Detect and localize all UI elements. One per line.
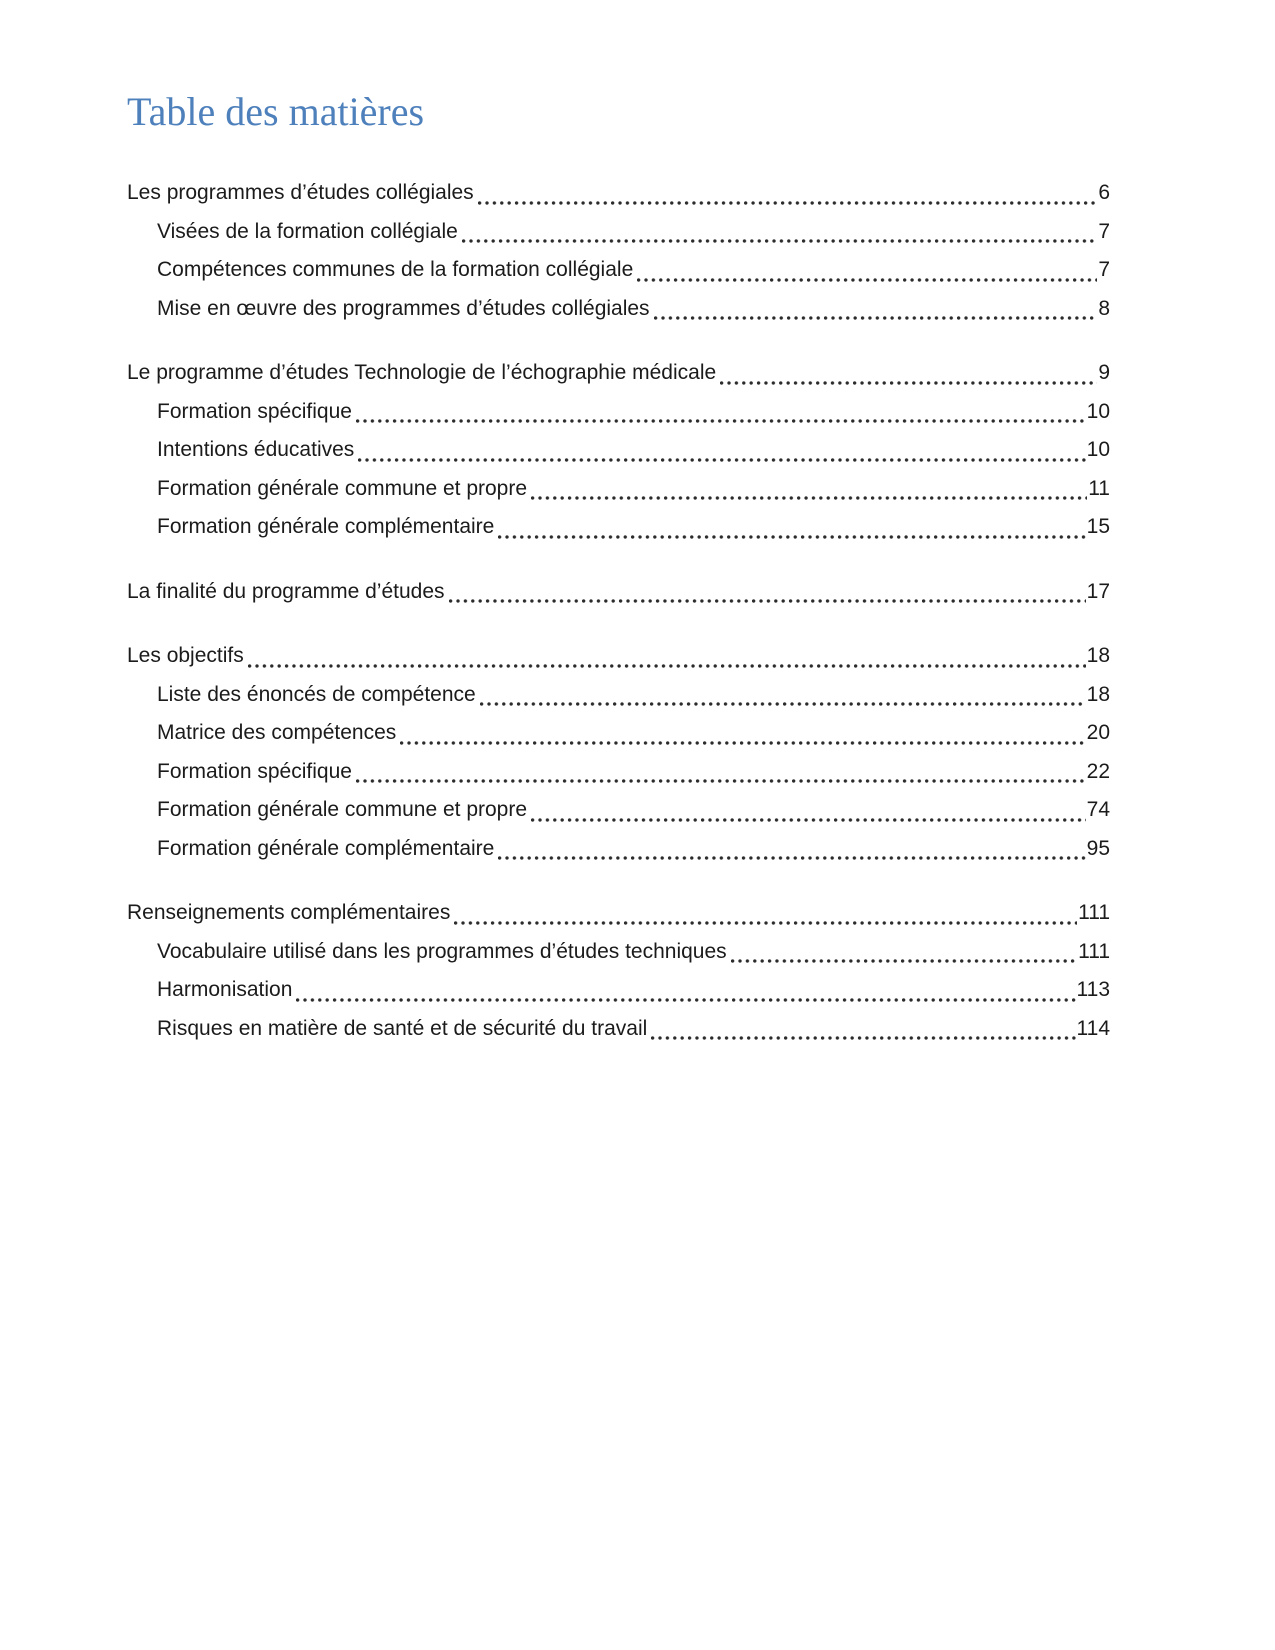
toc-entry-label: Les programmes d’études collégiales xyxy=(127,181,474,204)
toc-entry[interactable] xyxy=(127,213,1110,252)
dot-leader xyxy=(531,818,1086,822)
toc-page-number: 20 xyxy=(1086,721,1110,744)
toc-group-renseignements xyxy=(127,894,1110,1048)
toc-page-number: 111 xyxy=(1078,901,1110,924)
toc-group-objectifs xyxy=(127,637,1110,868)
dot-leader xyxy=(462,239,1098,243)
dot-leader xyxy=(356,419,1086,423)
toc-entry-label: Formation générale complémentaire xyxy=(157,836,495,860)
toc-page-number: 22 xyxy=(1086,759,1110,783)
toc-entry[interactable] xyxy=(127,431,1110,470)
toc-entry[interactable] xyxy=(127,933,1110,972)
toc-page-number: 114 xyxy=(1076,1016,1110,1040)
dot-leader xyxy=(296,998,1075,1002)
toc-page-number: 18 xyxy=(1086,644,1110,667)
dot-leader xyxy=(400,741,1085,745)
dot-leader xyxy=(498,535,1085,539)
toc-entry-label: Harmonisation xyxy=(157,978,293,1001)
toc-entry[interactable] xyxy=(127,470,1110,509)
dot-leader xyxy=(248,664,1086,668)
toc-entry[interactable] xyxy=(127,393,1110,432)
toc-entry-label: Intentions éducatives xyxy=(157,438,355,461)
dot-leader xyxy=(478,201,1098,205)
toc-page-number: 113 xyxy=(1076,978,1110,1001)
toc-page-number: 7 xyxy=(1098,258,1110,281)
toc-entry-label: Le programme d’études Technologie de l’échographie médicale xyxy=(127,361,717,384)
toc-entry[interactable] xyxy=(127,290,1110,329)
toc-entry-label: Risques en matière de santé et de sécurité du travail xyxy=(157,1016,648,1040)
toc-page-number: 18 xyxy=(1086,682,1110,706)
toc-entry-label: Visées de la formation collégiale xyxy=(157,219,458,243)
toc-page-number: 17 xyxy=(1086,579,1110,603)
dot-leader xyxy=(454,921,1077,925)
toc-entry-label: Liste des énoncés de compétence xyxy=(157,682,476,706)
toc-entry[interactable] xyxy=(127,637,1110,676)
toc-page-number: 95 xyxy=(1086,836,1110,860)
toc-page-number: 10 xyxy=(1086,399,1110,423)
dot-leader xyxy=(358,458,1085,462)
dot-leader xyxy=(637,278,1097,282)
toc-entry[interactable] xyxy=(127,714,1110,753)
dot-leader xyxy=(651,1036,1075,1040)
toc-group-programme-echographie xyxy=(127,354,1110,547)
toc-entry[interactable] xyxy=(127,830,1110,869)
toc-page-number: 11 xyxy=(1088,476,1110,500)
toc-entry-label: Formation générale commune et propre xyxy=(157,798,528,821)
toc-entry[interactable] xyxy=(127,251,1110,290)
toc-entry[interactable] xyxy=(127,174,1110,213)
dot-leader xyxy=(720,381,1097,385)
page-title: Table des matières xyxy=(127,89,425,134)
toc-entry-label: Vocabulaire utilisé dans les programmes d’études techniques xyxy=(157,939,727,963)
dot-leader xyxy=(480,702,1086,706)
toc-entry[interactable] xyxy=(127,573,1110,612)
toc-entry-label: La finalité du programme d’études xyxy=(127,579,445,603)
toc-group-programmes xyxy=(127,174,1110,328)
toc-entry[interactable] xyxy=(127,971,1110,1010)
toc-entry[interactable] xyxy=(127,1010,1110,1049)
toc-page-number: 74 xyxy=(1086,798,1110,821)
dot-leader xyxy=(498,856,1085,860)
dot-leader xyxy=(531,496,1087,500)
dot-leader xyxy=(731,959,1077,963)
toc-entry[interactable] xyxy=(127,894,1110,933)
toc-entry[interactable] xyxy=(127,354,1110,393)
toc-group-finalite xyxy=(127,573,1110,612)
table-of-contents xyxy=(127,174,1110,1048)
toc-entry-label: Renseignements complémentaires xyxy=(127,901,451,924)
toc-entry[interactable] xyxy=(127,676,1110,715)
toc-entry[interactable] xyxy=(127,508,1110,547)
toc-entry-label: Formation spécifique xyxy=(157,759,352,783)
toc-page-number: 9 xyxy=(1098,361,1110,384)
toc-page-number: 8 xyxy=(1098,296,1110,320)
toc-entry-label: Mise en œuvre des programmes d’études collégiales xyxy=(157,296,650,320)
toc-page-number: 10 xyxy=(1086,438,1110,461)
dot-leader xyxy=(356,779,1086,783)
dot-leader xyxy=(449,599,1086,603)
toc-entry-label: Matrice des compétences xyxy=(157,721,397,744)
toc-page-number: 111 xyxy=(1078,939,1110,963)
toc-entry[interactable] xyxy=(127,753,1110,792)
toc-entry[interactable] xyxy=(127,791,1110,830)
toc-entry-label: Compétences communes de la formation collégiale xyxy=(157,258,634,281)
toc-entry-label: Les objectifs xyxy=(127,644,244,667)
toc-page-number: 15 xyxy=(1086,515,1110,538)
toc-entry-label: Formation générale commune et propre xyxy=(157,476,528,500)
toc-page-number: 7 xyxy=(1098,219,1110,243)
toc-entry-label: Formation générale complémentaire xyxy=(157,515,495,538)
toc-entry-label: Formation spécifique xyxy=(157,399,352,423)
dot-leader xyxy=(654,316,1098,320)
toc-page-number: 6 xyxy=(1098,181,1110,204)
